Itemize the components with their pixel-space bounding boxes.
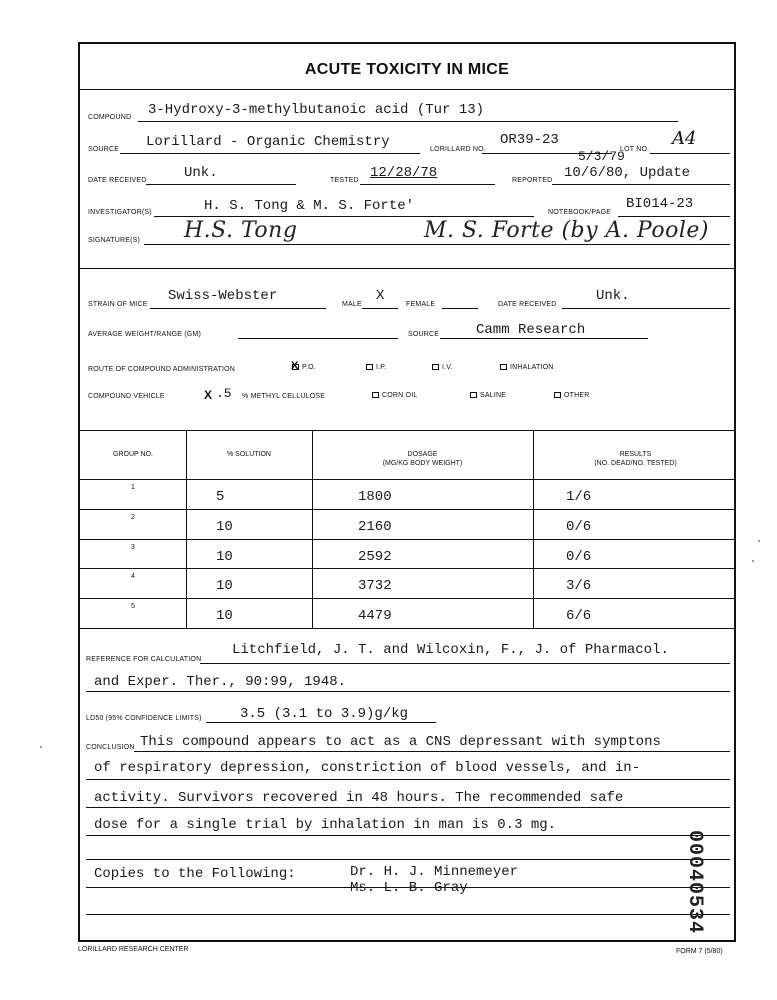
vehicle-option-corn-oil[interactable]: CORN OIL (372, 392, 417, 399)
table-cell-solution: 10 (216, 608, 233, 625)
male-value: X (376, 288, 385, 304)
conclusion-line-4: dose for a single trial by inhalation in man is 0.3 mg. (94, 817, 557, 833)
conclusion-underline-4 (86, 835, 730, 836)
route-ip-checkbox[interactable] (366, 364, 373, 370)
table-cell-result: 0/6 (566, 548, 592, 565)
source-label: SOURCE (88, 146, 120, 153)
reference-underline-1 (200, 663, 730, 664)
table-cell-solution: 10 (216, 518, 233, 535)
table-top-border (80, 430, 734, 431)
reference-line-2: and Exper. Ther., 90:99, 1948. (94, 674, 347, 690)
vehicle-methyl-checkbox[interactable]: X (204, 388, 213, 402)
lot-no-underline (650, 153, 730, 154)
lot-no-value: A4 (672, 128, 697, 149)
th-results: RESULTS (NO. DEAD/NO. TESTED) (594, 451, 677, 467)
reference-underline-2 (86, 691, 730, 692)
table-cell-solution: 10 (216, 578, 233, 595)
male-label: MALE (342, 301, 362, 308)
conclusion-label: CONCLUSION (86, 744, 135, 751)
table-cell-group: 2 (130, 513, 136, 521)
reference-label: REFERENCE FOR CALCULATION (86, 656, 202, 663)
table-cell-dosage: 2160 (358, 518, 392, 535)
male-underline (362, 308, 398, 309)
tested-value: 12/28/78 (370, 165, 438, 181)
compound-value: 3-Hydroxy-3-methylbutanoic acid (Tur 13) (148, 102, 485, 118)
lorillard-no-value: OR39-23 (500, 132, 559, 148)
table-row-divider (80, 539, 734, 540)
scan-speck (40, 746, 42, 748)
mice-source-value: Camm Research (476, 322, 586, 338)
th-dosage: DOSAGE (MG/KG BODY WEIGHT) (382, 451, 463, 467)
copies-label: Copies to the Following: (94, 866, 296, 882)
section-divider (80, 268, 734, 269)
footer-right: FORM 7 (5/80) (676, 948, 723, 955)
ld50-underline (206, 722, 436, 723)
female-label: FEMALE (406, 301, 436, 308)
reported-underline (552, 184, 730, 185)
conclusion-underline-3 (86, 807, 730, 808)
copies-name-2: Ms. L. B. Gray (350, 880, 468, 896)
mice-date-received-underline (562, 308, 730, 309)
reported-label: REPORTED (512, 177, 553, 184)
route-iv-checkbox[interactable] (432, 364, 439, 370)
conclusion-line-1: This compound appears to act as a CNS depressant with symptons (140, 734, 661, 750)
signatures-label: SIGNATURE(S) (88, 237, 141, 244)
reported-value: 10/6/80, Update (564, 165, 691, 181)
blank-line-1 (86, 859, 730, 860)
form-title: ACUTE TOXICITY IN MICE (80, 44, 734, 90)
date-received-label: DATE RECEIVED (88, 177, 147, 184)
lorillard-no-label: LORILLARD NO. (430, 146, 486, 153)
th-solution: % SOLUTION (227, 451, 271, 458)
other-checkbox[interactable] (554, 392, 561, 398)
date-received-underline (146, 184, 296, 185)
mice-source-label: SOURCE (408, 331, 440, 338)
table-cell-dosage: 1800 (358, 489, 392, 505)
table-cell-result: 6/6 (566, 608, 592, 625)
tested-label: TESTED (330, 177, 359, 184)
conclusion-underline-1 (134, 751, 730, 752)
source-underline (120, 153, 420, 154)
mice-source-underline (440, 338, 648, 339)
female-underline (442, 308, 478, 309)
route-option-inhalation[interactable]: INHALATION (500, 364, 554, 371)
signature-tong: H.S. Tong (184, 218, 298, 243)
scan-speck (758, 540, 760, 542)
route-option-iv[interactable]: I.V. (432, 364, 453, 371)
ld50-value: 3.5 (3.1 to 3.9)g/kg (240, 706, 409, 722)
table-header-bottom (80, 479, 734, 480)
reference-line-1: Litchfield, J. T. and Wilcoxin, F., J. of Pharmacol. (232, 642, 669, 658)
investigators-label: INVESTIGATOR(S) (88, 209, 152, 216)
strain-underline (150, 308, 326, 309)
table-cell-group: 5 (130, 603, 136, 611)
route-po-checkbox[interactable]: X (291, 360, 299, 373)
th-group: GROUP NO. (113, 451, 153, 458)
strain-label: STRAIN OF MICE (88, 301, 148, 308)
conclusion-line-2: of respiratory depression, constriction of blood vessels, and in- (94, 760, 641, 776)
table-cell-dosage: 3732 (358, 578, 392, 595)
vehicle-methyl-label: % METHYL CELLULOSE (242, 393, 326, 400)
saline-checkbox[interactable] (470, 392, 477, 398)
table-cell-group: 1 (130, 484, 136, 491)
table-cell-result: 0/6 (566, 518, 592, 535)
notebook-label: NOTEBOOK/PAGE (548, 209, 612, 216)
ld50-label: LD50 (95% CONFIDENCE LIMITS) (86, 715, 202, 722)
table-cell-group: 3 (130, 543, 136, 551)
table-cell-solution: 10 (216, 548, 233, 565)
document-number: 00040534 (683, 830, 706, 935)
weight-underline (238, 338, 398, 339)
toxicity-form (78, 42, 736, 942)
blank-line-3 (86, 914, 730, 915)
vehicle-option-saline[interactable]: SALINE (470, 392, 506, 399)
table-cell-dosage: 2592 (358, 548, 392, 565)
table-cell-result: 1/6 (566, 489, 592, 505)
copies-name-1: Dr. H. J. Minnemeyer (350, 864, 519, 880)
compound-label: COMPOUND (88, 114, 132, 121)
mice-date-received-label: DATE RECEIVED (498, 301, 557, 308)
table-cell-solution: 5 (216, 489, 225, 505)
table-row-divider (80, 509, 734, 510)
route-option-ip[interactable]: I.P. (366, 364, 386, 371)
notebook-value: BI014-23 (626, 196, 694, 212)
vehicle-label: COMPOUND VEHICLE (88, 393, 165, 400)
table-row-divider (80, 598, 734, 599)
conclusion-line-3: activity. Survivors recovered in 48 hours. The recommended safe (94, 790, 624, 806)
signatures-underline (144, 244, 730, 245)
vehicle-percent-value: .5 (216, 386, 232, 401)
table-bottom-border (80, 628, 734, 629)
signature-forte: M. S. Forte (by A. Poole) (424, 218, 709, 243)
vehicle-option-other[interactable]: OTHER (554, 392, 590, 399)
table-cell-group: 4 (130, 573, 136, 581)
route-option-po[interactable]: X P.O. (291, 360, 316, 373)
corn-oil-checkbox[interactable] (372, 392, 379, 398)
compound-underline (138, 121, 678, 122)
investigators-underline (154, 216, 534, 217)
scan-speck (752, 560, 754, 562)
investigators-value: H. S. Tong & M. S. Forte' (204, 198, 415, 214)
route-label: ROUTE OF COMPOUND ADMINISTRATION (88, 366, 236, 373)
footer-left: LORILLARD RESEARCH CENTER (78, 946, 189, 953)
tested-underline (360, 184, 495, 185)
table-cell-dosage: 4479 (358, 608, 392, 625)
table-row-divider (80, 568, 734, 569)
route-inhalation-checkbox[interactable] (500, 364, 507, 370)
source-value: Lorillard - Organic Chemistry (146, 134, 390, 150)
reported-above-value: 5/3/79 (578, 149, 625, 164)
strain-value: Swiss-Webster (168, 288, 278, 304)
conclusion-underline-2 (86, 779, 730, 780)
mice-date-received-value: Unk. (596, 288, 630, 304)
lot-no-label: LOT NO. (620, 146, 650, 153)
table-cell-result: 3/6 (566, 578, 592, 595)
date-received-value: Unk. (184, 165, 218, 181)
notebook-underline (618, 216, 730, 217)
weight-label: AVERAGE WEIGHT/RANGE (GM) (88, 331, 201, 338)
